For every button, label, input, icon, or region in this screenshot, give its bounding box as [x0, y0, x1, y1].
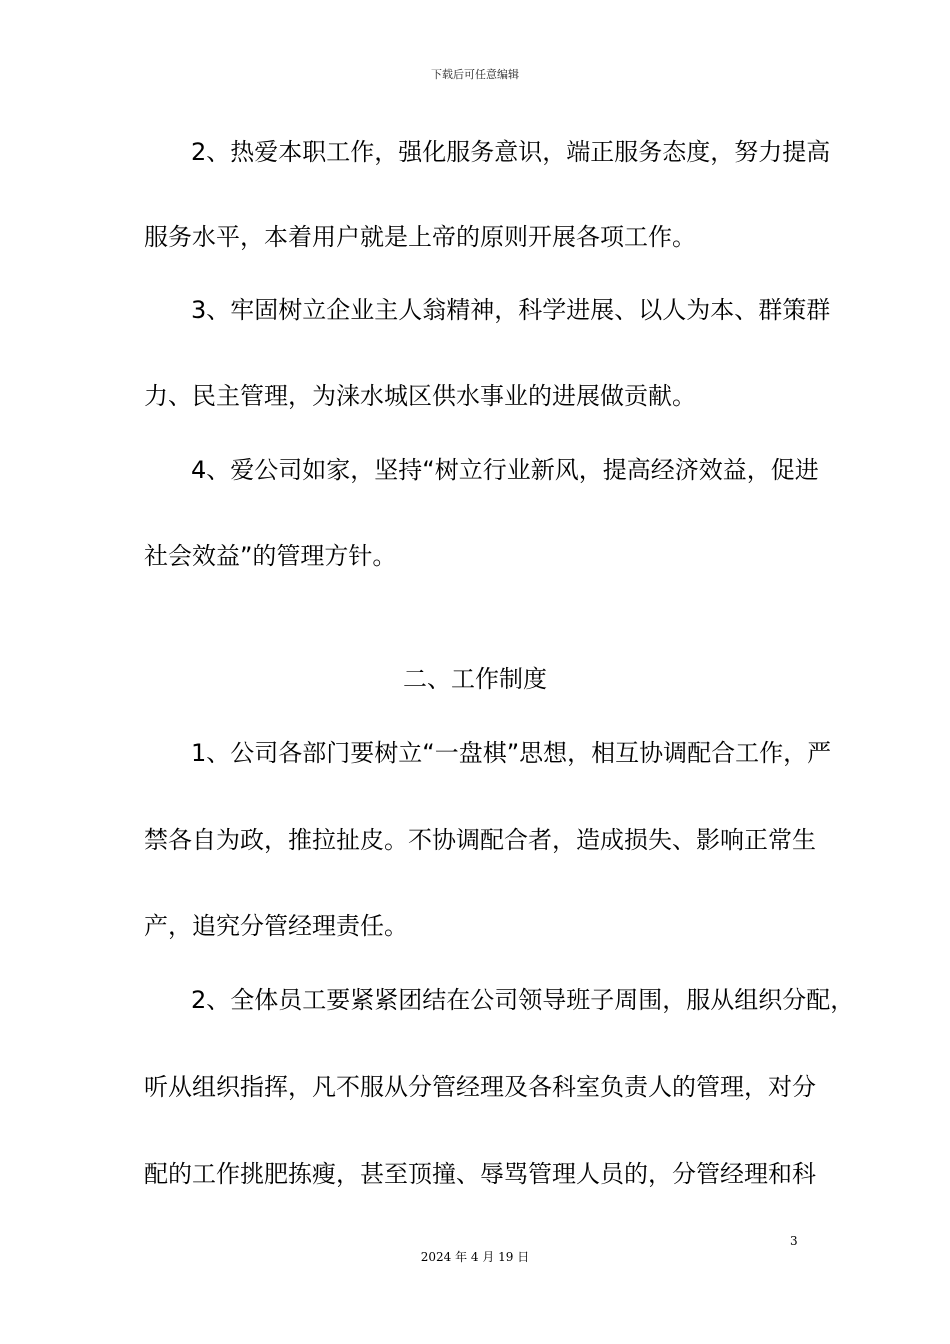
paragraph-line: 配的工作挑肥拣瘦，甚至顶撞、辱骂管理人员的，分管经理和科: [144, 1160, 816, 1188]
paragraph-line: 禁各自为政，推拉扯皮。不协调配合者，造成损失、影响正常生: [144, 826, 816, 854]
paragraph-line: 听从组织指挥，凡不服从分管经理及各科室负责人的管理，对分: [144, 1073, 816, 1101]
paragraph-line: 4、爱公司如家，坚持“树立行业新风，提高经济效益，促进: [191, 456, 819, 484]
paragraph-line: 2、全体员工要紧紧团结在公司领导班子周围，服从组织分配，: [191, 986, 855, 1014]
paragraph-line: 1、公司各部门要树立“一盘棋”思想，相互协调配合工作，严: [191, 739, 832, 767]
paragraph-line: 力、民主管理，为涞水城区供水事业的进展做贡献。: [144, 382, 696, 410]
header-note: 下载后可任意编辑: [431, 68, 519, 81]
paragraph-line: 社会效益”的管理方针。: [144, 542, 397, 570]
paragraph-line: 3、牢固树立企业主人翁精神，科学进展、以人为本、群策群: [191, 296, 831, 324]
footer-date: 2024 年 4 月 19 日: [420, 1250, 530, 1264]
page-number: 3: [790, 1234, 798, 1248]
section-heading: 二、工作制度: [403, 665, 547, 693]
paragraph-line: 产，追究分管经理责任。: [144, 912, 408, 940]
paragraph-line: 2、热爱本职工作，强化服务意识，端正服务态度，努力提高: [191, 138, 831, 166]
paragraph-line: 服务水平，本着用户就是上帝的原则开展各项工作。: [144, 223, 696, 251]
